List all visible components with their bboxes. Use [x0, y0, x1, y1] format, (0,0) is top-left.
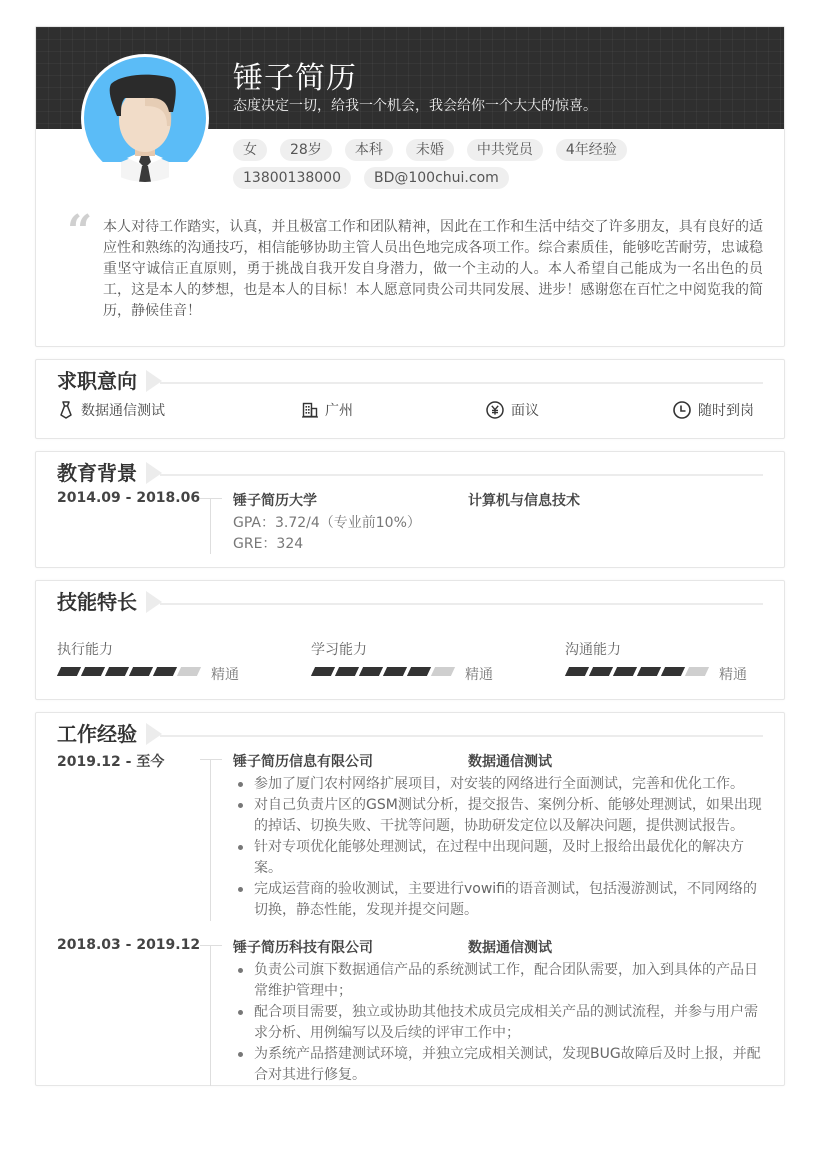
- skill-item: [57, 639, 297, 689]
- tag-email[interactable]: BD@100chui.com: [364, 167, 509, 189]
- skill-item: [565, 639, 805, 689]
- skill-level-bar: [59, 667, 203, 677]
- skill-name: 学习能力: [311, 642, 367, 658]
- list-item: 为系统产品搭建测试环境，并独立完成相关测试，发现BUG故障后及时上报，并配合对其进行修复。: [233, 1044, 763, 1086]
- person-avatar-icon: [81, 54, 209, 182]
- section-divider: [160, 474, 763, 476]
- timeline-connector: [200, 945, 222, 946]
- school-name: 锤子简历大学: [233, 493, 317, 509]
- section-divider: [160, 603, 763, 605]
- avatar: [81, 54, 209, 182]
- work-experience-section: [35, 712, 785, 1086]
- education-gpa: GPA：3.72/4（专业前10%）: [233, 515, 421, 531]
- work-duties-list: [233, 960, 763, 1086]
- section-arrow-icon: [146, 462, 162, 484]
- skills-section: [35, 580, 785, 700]
- education-section: [35, 451, 785, 568]
- education-date: 2014.09 - 2018.06: [57, 490, 201, 506]
- timeline-line: [210, 945, 211, 1086]
- list-item: 对自己负责片区的GSM测试分析，提交报告、案例分析、能够处理测试，如果出现的掉话、切换失败、干扰等问题，协助研发定位以及解决问题，提供测试报告。: [233, 795, 763, 837]
- list-item: 参加了厦门农村网络扩展项目，对安装的网络进行全面测试，完善和优化工作。: [233, 774, 763, 795]
- job-intent-section: [35, 359, 785, 439]
- skill-level-bar: [567, 667, 711, 677]
- skill-item: [311, 639, 551, 689]
- job-position: 数据通信测试: [468, 754, 552, 770]
- section-title: 工作经验: [57, 722, 137, 746]
- skill-level-label: 精通: [465, 667, 493, 683]
- list-item: 配合项目需要，独立或协助其他技术成员完成相关产品的测试流程，并参与用户需求分析、用例编写以及后续的评审工作中；: [233, 1002, 763, 1044]
- list-item: 针对专项优化能够处理测试，在过程中出现问题，及时上报给出最优化的解决方案。: [233, 837, 763, 879]
- timeline-connector: [200, 498, 222, 499]
- section-title: 求职意向: [57, 369, 137, 393]
- tag-age: 28岁: [280, 139, 332, 161]
- list-item: 负责公司旗下数据通信产品的系统测试工作，配合团队需要，加入到具体的产品日常维护管理中；: [233, 960, 763, 1002]
- intent-position-label: 数据通信测试: [81, 403, 165, 419]
- section-header: [57, 587, 763, 617]
- work-date: 2018.03 - 2019.12: [57, 937, 201, 953]
- timeline-line: [210, 498, 211, 554]
- tag-marital-status: 未婚: [406, 139, 454, 161]
- skill-level-label: 精通: [211, 667, 239, 683]
- timeline-line: [210, 759, 211, 921]
- timeline-connector: [200, 759, 222, 760]
- section-title: 教育背景: [57, 461, 137, 485]
- work-duties-list: [233, 774, 763, 921]
- section-divider: [160, 382, 763, 384]
- intent-availability: [673, 400, 754, 420]
- intent-city-label: 广州: [325, 403, 353, 419]
- self-introduction: 本人对待工作踏实，认真，并且极富工作和团队精神，因此在工作和生活中结交了许多朋友，具有良好的适应性和熟练的沟通技巧，相信能够协助主管人员出色地完成各项工作。综合素质佳，能够吃苦耐劳，忠诚稳重坚守诚信正直原则，勇于挑战自我开发自身潜力，做一个主动的人。本人希望自己能成为一名出色的员工，这是本人的梦想，也是本人的目标！本人愿意同贵公司共同发展、进步！感谢您在百忙之中阅览我的简历，静候佳音！: [103, 219, 763, 319]
- section-arrow-icon: [146, 370, 162, 392]
- education-gre: GRE：324: [233, 536, 304, 552]
- major-name: 计算机与信息技术: [468, 493, 580, 509]
- building-icon: [302, 402, 318, 418]
- section-divider: [160, 735, 763, 737]
- work-date: 2019.12 - 至今: [57, 754, 165, 770]
- company-name: 锤子简历科技有限公司: [233, 940, 373, 956]
- section-header: [57, 366, 763, 396]
- list-item: 完成运营商的验收测试，主要进行vowifi的语音测试，包括漫游测试，不同网络的切换，静态性能，发现并提交问题。: [233, 879, 763, 921]
- tag-row-basic: [233, 139, 773, 161]
- intent-position: [58, 400, 165, 420]
- job-position: 数据通信测试: [468, 940, 552, 956]
- profile-header-card: [35, 26, 785, 347]
- tie-icon: [58, 401, 74, 419]
- intent-city: [302, 400, 353, 420]
- skill-level-label: 精通: [719, 667, 747, 683]
- tag-political-status: 中共党员: [467, 139, 543, 161]
- intent-availability-label: 随时到岗: [698, 403, 754, 419]
- candidate-motto: 态度决定一切，给我一个机会，我会给你一个大大的惊喜。: [233, 98, 597, 114]
- intent-items: [58, 400, 758, 422]
- section-arrow-icon: [146, 723, 162, 745]
- quote-icon: “: [67, 206, 93, 257]
- tag-gender: 女: [233, 139, 267, 161]
- tag-row-contact: [233, 167, 773, 189]
- clock-icon: [673, 401, 691, 419]
- candidate-name: 锤子简历: [233, 61, 357, 96]
- company-name: 锤子简历信息有限公司: [233, 754, 373, 770]
- intent-salary: [486, 400, 539, 420]
- profile-tags: [233, 139, 773, 195]
- intent-salary-label: 面议: [511, 403, 539, 419]
- section-arrow-icon: [146, 591, 162, 613]
- skill-name: 沟通能力: [565, 642, 621, 658]
- section-header: [57, 458, 763, 488]
- tag-degree: 本科: [345, 139, 393, 161]
- section-header: [57, 719, 763, 749]
- section-title: 技能特长: [57, 590, 137, 614]
- yen-icon: [486, 401, 504, 419]
- tag-experience: 4年经验: [556, 139, 627, 161]
- skill-name: 执行能力: [57, 642, 113, 658]
- skill-level-bar: [313, 667, 457, 677]
- tag-phone[interactable]: 13800138000: [233, 167, 351, 189]
